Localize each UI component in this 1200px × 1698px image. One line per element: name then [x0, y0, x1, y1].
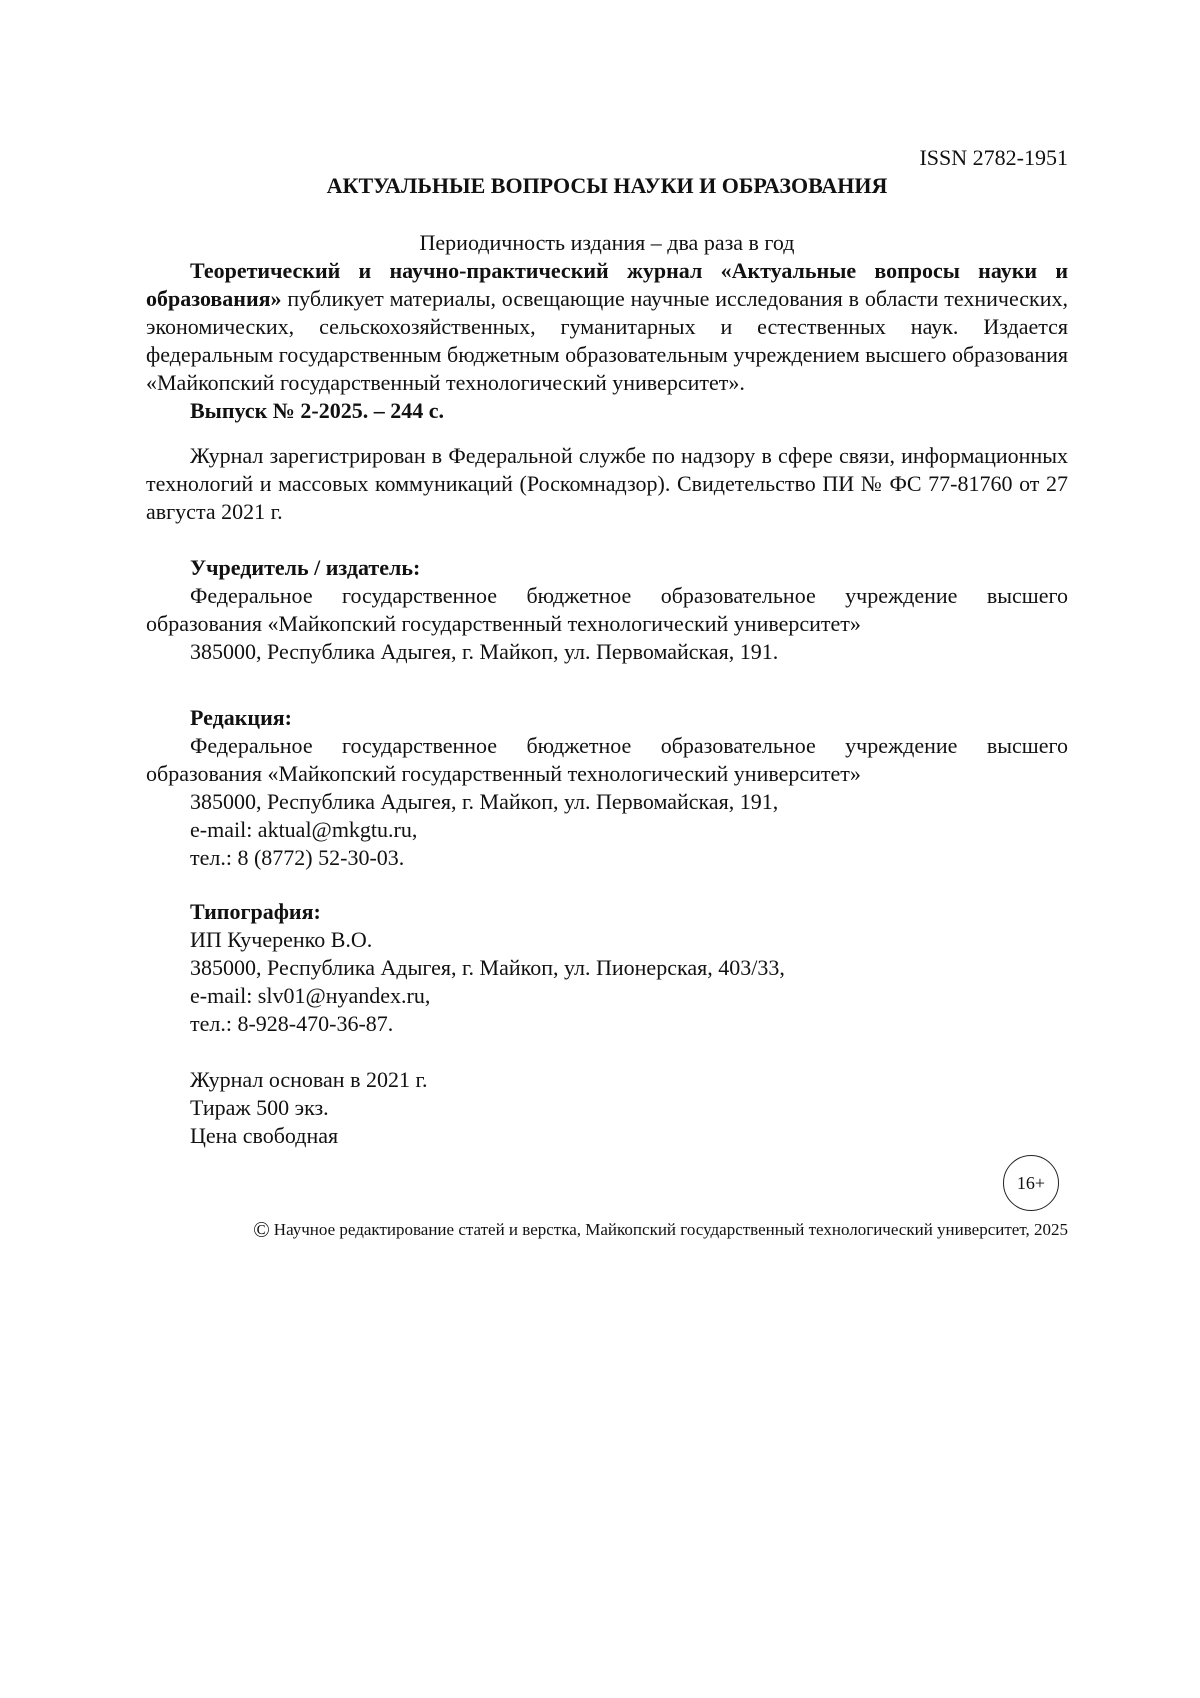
circulation-line: Тираж 500 экз.	[146, 1094, 1068, 1122]
intro-block	[146, 257, 1068, 425]
intro-text: публикует материалы, освещающие научные исследования в области технических, экономических, сельскохозяйственных, гуманитарных и естественных наук. Издается федеральным государственным бюджетным образовательным учреждением высшего образования «Майкопский государственный технологический университет».	[146, 286, 1068, 395]
facts-block	[146, 1066, 1068, 1150]
intro-bold-lead: Теоретический и научно-практический журнал «Актуальные вопросы науки и образования»	[146, 258, 1068, 311]
founded-line: Журнал основан в 2021 г.	[146, 1066, 1068, 1094]
printing-block	[146, 898, 1068, 1038]
printing-heading: Типография:	[146, 898, 1068, 926]
copyright-line	[253, 1218, 1068, 1242]
printing-address: 385000, Республика Адыгея, г. Майкоп, ул. Пионерская, 403/33,	[146, 954, 1068, 982]
age-rating-badge: 16+	[1003, 1155, 1059, 1211]
copyright-icon: ©	[253, 1217, 270, 1242]
imprint-page	[0, 0, 1200, 1698]
issn: ISSN 2782-1951	[919, 144, 1068, 172]
periodicity: Периодичность издания – два раза в год	[146, 229, 1068, 257]
printing-phone: тел.: 8-928-470-36-87.	[146, 1010, 1068, 1038]
registration-text: Журнал зарегистрирован в Федеральной службе по надзору в сфере связи, информационных технологий и массовых коммуникаций (Роскомнадзор). Свидетельство ПИ № ФС 77-81760 от 27 августа 2021 г.	[146, 442, 1068, 526]
founder-heading: Учредитель / издатель:	[146, 554, 1068, 582]
founder-address: 385000, Республика Адыгея, г. Майкоп, ул. Первомайская, 191.	[146, 638, 1068, 666]
printing-name: ИП Кучеренко В.О.	[146, 926, 1068, 954]
issue-line: Выпуск № 2-2025. – 244 с.	[146, 397, 1068, 425]
registration-block	[146, 442, 1068, 526]
editorial-phone: тел.: 8 (8772) 52-30-03.	[146, 844, 1068, 872]
editorial-email: e-mail: aktual@mkgtu.ru,	[146, 816, 1068, 844]
editorial-address: 385000, Республика Адыгея, г. Майкоп, ул. Первомайская, 191,	[146, 788, 1068, 816]
editorial-org: Федеральное государственное бюджетное образовательное учреждение высшего образования «Майкопский государственный технологический университет»	[146, 732, 1068, 788]
editorial-heading: Редакция:	[146, 704, 1068, 732]
founder-block	[146, 554, 1068, 666]
editorial-block	[146, 704, 1068, 872]
printing-email: e-mail: slv01@нyandex.ru,	[146, 982, 1068, 1010]
price-line: Цена свободная	[146, 1122, 1068, 1150]
intro-paragraph	[146, 257, 1068, 397]
founder-org: Федеральное государственное бюджетное образовательное учреждение высшего образования «Майкопский государственный технологический университет»	[146, 582, 1068, 638]
journal-title: АКТУАЛЬНЫЕ ВОПРОСЫ НАУКИ И ОБРАЗОВАНИЯ	[146, 172, 1068, 200]
copyright-text: Научное редактирование статей и верстка, Майкопский государственный технологический университет, 2025	[274, 1220, 1068, 1239]
